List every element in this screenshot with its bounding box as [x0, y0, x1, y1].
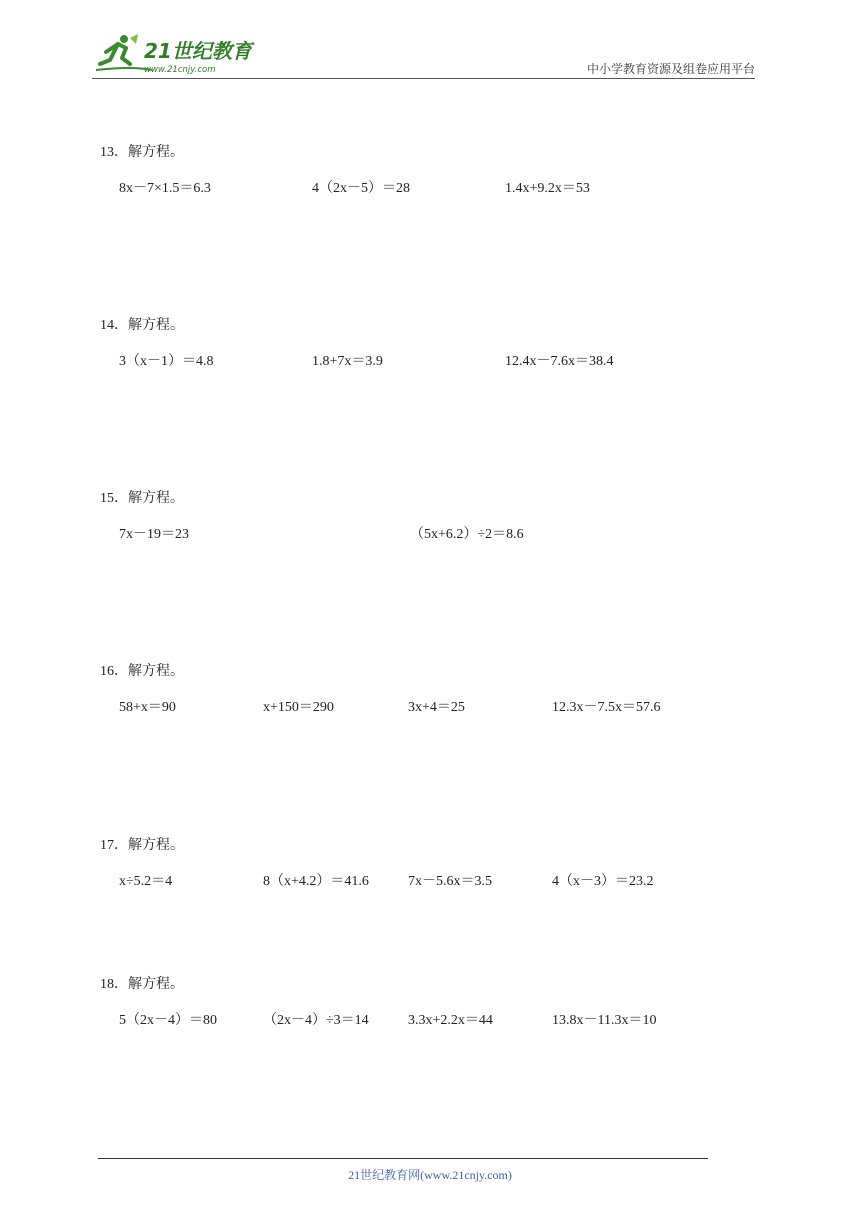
footer-divider [98, 1158, 708, 1159]
question-title: 18．解方程。 [100, 977, 184, 992]
equation: 13.8x－11.3x＝10 [552, 1013, 657, 1028]
equation: 1.8+7x＝3.9 [312, 354, 383, 369]
equation: 58+x＝90 [119, 700, 176, 715]
logo-title: 21世纪教育 [144, 39, 252, 63]
equation: 3（x－1）＝4.8 [119, 354, 214, 369]
equation: 12.3x－7.5x＝57.6 [552, 700, 661, 715]
equation: 7x－19＝23 [119, 527, 189, 542]
header-divider [92, 78, 755, 79]
equation: 5（2x－4）＝80 [119, 1013, 217, 1028]
question-title: 17．解方程。 [100, 838, 184, 853]
equation: 12.4x－7.6x＝38.4 [505, 354, 614, 369]
question-title: 15．解方程。 [100, 491, 184, 506]
logo-url: www.21cnjy.com [144, 65, 216, 75]
equation: （5x+6.2）÷2＝8.6 [410, 527, 524, 542]
equation: x+150＝290 [263, 700, 334, 715]
equation: 4（x－3）＝23.2 [552, 874, 654, 889]
question-title: 13．解方程。 [100, 145, 184, 160]
site-slogan: 中小学教育资源及组卷应用平台 [586, 62, 755, 76]
equation: 8x－7×1.5＝6.3 [119, 181, 211, 196]
equation: （2x－4）÷3＝14 [263, 1013, 369, 1028]
equation: 8（x+4.2）＝41.6 [263, 874, 369, 889]
equation: x÷5.2＝4 [119, 874, 173, 889]
equation: 3.3x+2.2x＝44 [408, 1013, 493, 1028]
equation: 1.4x+9.2x＝53 [505, 181, 590, 196]
footer-link[interactable]: 21世纪教育网(www.21cnjy.com) [348, 1168, 512, 1182]
site-logo [92, 30, 262, 78]
runner-icon [100, 34, 138, 64]
equation: 4（2x－5）＝28 [312, 181, 410, 196]
page-header [0, 0, 860, 90]
equation: 7x－5.6x＝3.5 [408, 874, 492, 889]
question-title: 14．解方程。 [100, 318, 184, 333]
equation: 3x+4＝25 [408, 700, 465, 715]
question-title: 16．解方程。 [100, 664, 184, 679]
